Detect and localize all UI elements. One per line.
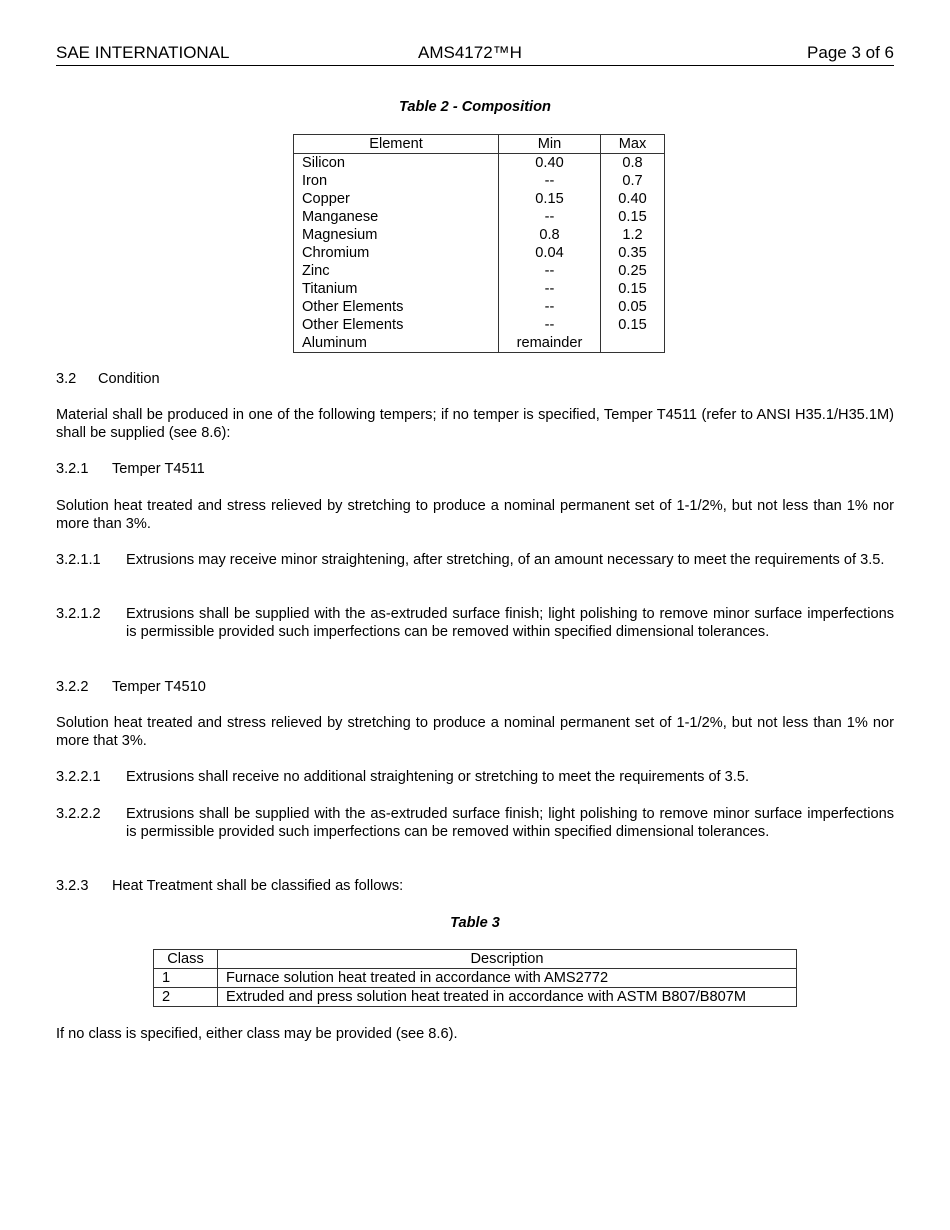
section-number: 3.2	[56, 371, 77, 387]
section-text: Extrusions shall receive no additional straightening or stretching to meet the requirements of 3.5.	[126, 769, 750, 785]
section-text: Extrusions shall be supplied with the as-extruded surface finish; light polishing to remove minor surface imperfections is permissible provided such imperfections can be removed within specified dimensional tolerances.	[126, 606, 894, 640]
cell-max: 0.15	[601, 280, 665, 298]
section-3-2-2-heading	[56, 678, 206, 696]
section-title: Condition	[98, 371, 160, 387]
cell-max: 0.40	[601, 190, 665, 208]
table-row	[294, 244, 665, 262]
cell-description: Furnace solution heat treated in accordance with AMS2772	[218, 969, 797, 988]
heat-treatment-class-table	[153, 949, 797, 1007]
section-number: 3.2.1	[56, 461, 89, 477]
cell-min: remainder	[499, 334, 601, 353]
cell-min: --	[499, 208, 601, 226]
section-3-2-1-heading	[56, 460, 205, 478]
section-number: 3.2.2	[56, 679, 89, 695]
table-row	[294, 226, 665, 244]
table-row	[294, 334, 665, 353]
table-header-row	[154, 950, 797, 969]
column-header-class: Class	[154, 950, 218, 969]
cell-max: 0.15	[601, 316, 665, 334]
table-row	[294, 262, 665, 280]
table-row	[294, 280, 665, 298]
cell-max: 0.25	[601, 262, 665, 280]
cell-element: Chromium	[294, 244, 499, 262]
cell-element: Magnesium	[294, 226, 499, 244]
table-row	[294, 298, 665, 316]
cell-max: 0.35	[601, 244, 665, 262]
cell-min: 0.15	[499, 190, 601, 208]
cell-min: 0.8	[499, 226, 601, 244]
cell-element: Iron	[294, 172, 499, 190]
column-header-max: Max	[601, 135, 665, 154]
cell-element: Zinc	[294, 262, 499, 280]
cell-max: 0.8	[601, 154, 665, 173]
cell-min: --	[499, 280, 601, 298]
cell-element: Other Elements	[294, 298, 499, 316]
cell-element: Copper	[294, 190, 499, 208]
section-3-2-1-2	[56, 605, 894, 641]
cell-max: 1.2	[601, 226, 665, 244]
cell-class: 1	[154, 969, 218, 988]
section-3-2-1-1	[56, 551, 894, 569]
cell-element: Titanium	[294, 280, 499, 298]
cell-max	[601, 334, 665, 353]
header-org: SAE INTERNATIONAL	[56, 43, 230, 62]
section-3-2-1-body: Solution heat treated and stress relieved by stretching to produce a nominal permanent set of 1-1/2%, but not less than 1% nor more than 3%.	[56, 498, 894, 532]
cell-max: 0.15	[601, 208, 665, 226]
cell-min: 0.04	[499, 244, 601, 262]
cell-min: --	[499, 316, 601, 334]
cell-min: --	[499, 172, 601, 190]
section-number: 3.2.2.1	[56, 769, 101, 785]
section-text: Extrusions may receive minor straightening, after stretching, of an amount necessary to meet the requirements of 3.5.	[126, 552, 885, 568]
cell-element: Manganese	[294, 208, 499, 226]
section-3-2-2-2	[56, 805, 894, 841]
cell-class: 2	[154, 988, 218, 1007]
column-header-element: Element	[294, 135, 499, 154]
footer-note: If no class is specified, either class may be provided (see 8.6).	[56, 1026, 458, 1042]
composition-table	[293, 134, 665, 353]
section-number: 3.2.3	[56, 878, 89, 894]
table-row	[294, 172, 665, 190]
section-title: Heat Treatment shall be classified as follows:	[112, 878, 404, 894]
cell-description: Extruded and press solution heat treated in accordance with ASTM B807/B807M	[218, 988, 797, 1007]
table-header-row	[294, 135, 665, 154]
cell-element: Silicon	[294, 154, 499, 173]
cell-min: 0.40	[499, 154, 601, 173]
table-row	[154, 988, 797, 1007]
cell-element: Aluminum	[294, 334, 499, 353]
page-header	[56, 44, 894, 66]
section-number: 3.2.1.1	[56, 552, 101, 568]
table-row	[294, 190, 665, 208]
table2-caption: Table 2 - Composition	[399, 99, 551, 115]
section-3-2-2-1	[56, 768, 894, 786]
section-3-2-2-body: Solution heat treated and stress relieved by stretching to produce a nominal permanent set of 1-1/2%, but not less than 1% nor more that 3%.	[56, 715, 894, 749]
cell-min: --	[499, 262, 601, 280]
section-title: Temper T4510	[112, 679, 206, 695]
section-3-2-heading	[56, 370, 160, 388]
column-header-min: Min	[499, 135, 601, 154]
section-3-2-3-heading	[56, 877, 403, 895]
section-text: Extrusions shall be supplied with the as-extruded surface finish; light polishing to remove minor surface imperfections is permissible provided such imperfections can be removed within specified dimensional tolerances.	[126, 806, 894, 840]
column-header-description: Description	[218, 950, 797, 969]
section-number: 3.2.2.2	[56, 806, 101, 822]
table3-caption: Table 3	[450, 915, 500, 931]
header-page-number: Page 3 of 6	[807, 43, 894, 62]
header-doc-number: AMS4172™H	[418, 43, 522, 62]
cell-max: 0.05	[601, 298, 665, 316]
cell-element: Other Elements	[294, 316, 499, 334]
table-row	[154, 969, 797, 988]
table-row	[294, 316, 665, 334]
section-number: 3.2.1.2	[56, 606, 101, 622]
table-row	[294, 154, 665, 173]
table-row	[294, 208, 665, 226]
section-title: Temper T4511	[112, 461, 205, 477]
cell-min: --	[499, 298, 601, 316]
cell-max: 0.7	[601, 172, 665, 190]
section-3-2-body: Material shall be produced in one of the following tempers; if no temper is specified, Temper T4511 (refer to ANSI H35.1/H35.1M) shall be supplied (see 8.6):	[56, 407, 894, 441]
